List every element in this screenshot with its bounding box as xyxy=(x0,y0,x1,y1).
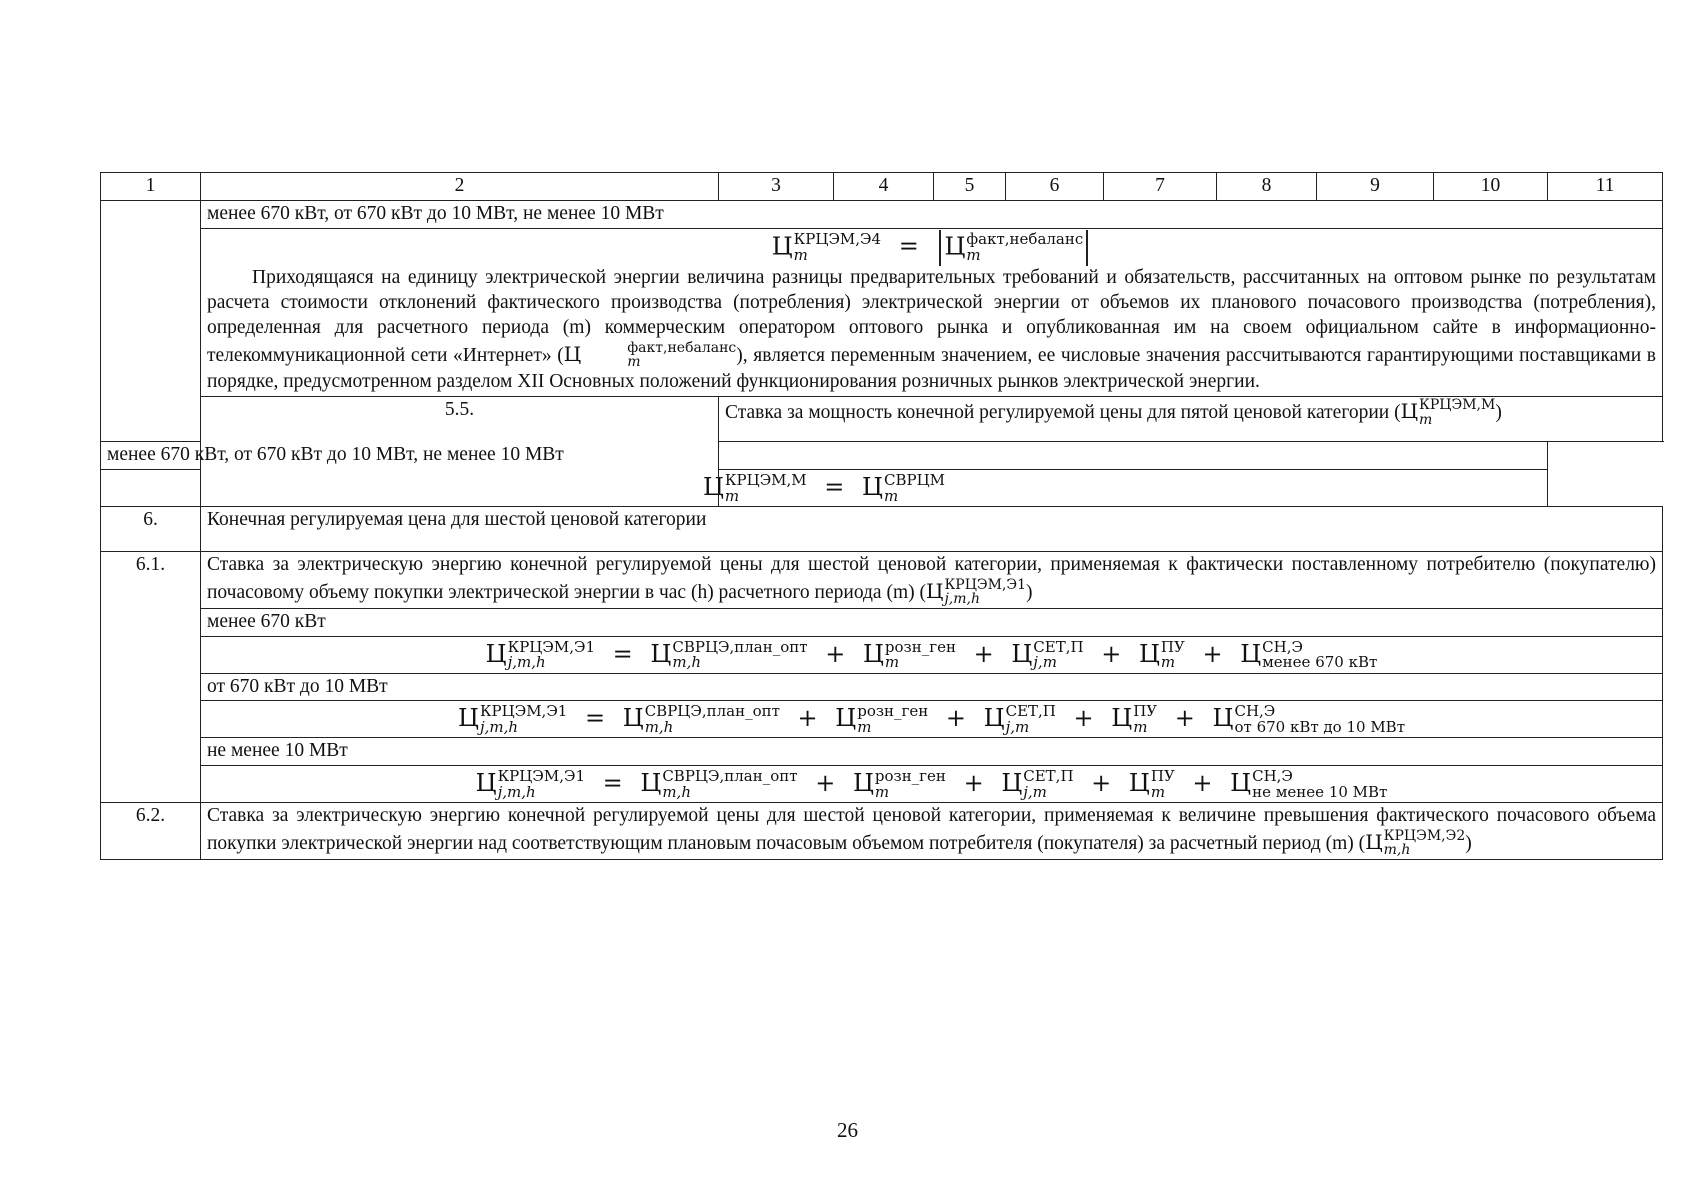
row-number: 6. xyxy=(101,506,201,551)
formula-indices xyxy=(645,704,780,736)
formula-sub: m xyxy=(1150,782,1166,801)
formula-symbol: Ц xyxy=(622,704,644,733)
e4-content-cell xyxy=(201,228,1663,396)
formula-symbol: Ц xyxy=(1240,639,1262,668)
table-row xyxy=(101,442,1663,470)
formula-operator: = xyxy=(824,473,845,502)
formula-sup: КРЦЭМ,Э1 xyxy=(497,766,585,785)
formula-symbol: Ц xyxy=(640,769,662,798)
description-text: ), является переменным значением, ее числовые значения рассчитываются гарантирующими поставщиками в порядке, предусмотренном разделом XII Основных положений функционирования розничных рынков электрической энергии. xyxy=(207,344,1656,393)
formula-symbol: Ц xyxy=(862,639,884,668)
formula-symbol: Ц xyxy=(485,639,507,668)
page-number: 26 xyxy=(837,1118,858,1142)
formula-operator: + xyxy=(1091,769,1112,798)
formula-sub: m xyxy=(857,717,872,736)
case-label: от 670 кВт до 10 МВт xyxy=(201,673,1663,701)
formula-sup: розн_ген xyxy=(884,637,956,656)
formula-indices xyxy=(724,470,807,505)
formula-sub: m,h xyxy=(662,782,691,801)
formula-sub: m xyxy=(884,653,900,672)
title-text: ) xyxy=(1495,402,1502,424)
formula-symbol: Ц xyxy=(1212,704,1234,733)
header-cell: 9 xyxy=(1317,173,1434,201)
row-number: 6.1. xyxy=(101,551,201,802)
formula-sup: СВРЦМ xyxy=(883,470,946,489)
formula-operator: + xyxy=(797,704,818,733)
formula-indices xyxy=(1419,398,1495,427)
formula-indices xyxy=(883,470,946,505)
formula-sup: факт,небаланс xyxy=(966,230,1084,249)
formula-symbol: Ц xyxy=(1011,639,1033,668)
formula-symbol: Ц xyxy=(1365,829,1383,854)
formula-indices xyxy=(857,704,928,736)
formula-sup: ПУ xyxy=(1160,637,1185,656)
formula-cell xyxy=(201,636,1663,673)
formula-sub: m xyxy=(874,782,890,801)
formula-sub: j,m xyxy=(1023,782,1047,801)
table-row xyxy=(101,766,1663,803)
formula-61-case-3 xyxy=(207,767,1656,801)
formula-operator: + xyxy=(973,639,994,668)
table-row xyxy=(101,701,1663,738)
formula-sup: СВРЦЭ,план_опт xyxy=(672,637,808,656)
title-text: Ставка за электрическую энергию конечной регулируемой цены для шестой ценовой категории, применяемая к величине превышения фактического почасового объема покупки электрической энергии над соответствующим плановым почасовым объемом потребителя (покупателя) за расчетный период (m) ( xyxy=(207,804,1656,854)
title-text: Ставка за электрическую энергию конечной регулируемой цены для шестой ценовой категории, применяемая к фактически поставленному потребителю (покупателю) почасовому объему покупки электрической энергии в час (h) расчетного периода (m) ( xyxy=(207,553,1656,603)
formula-sup: КРЦЭМ,Э1 xyxy=(944,576,1027,593)
formula-55 xyxy=(107,471,1541,505)
formula-sup: КРЦЭМ,М xyxy=(724,470,807,489)
formula-sup: КРЦЭМ,Э1 xyxy=(479,702,568,721)
row-number: 6.2. xyxy=(101,802,201,859)
formula-sub: m xyxy=(1160,653,1176,672)
formula-indices xyxy=(1150,766,1175,801)
formula-operator: + xyxy=(963,769,984,798)
formula-cell xyxy=(201,701,1663,738)
formula-indices xyxy=(582,341,736,370)
header-cell: 6 xyxy=(1006,173,1104,201)
case-label: не менее 10 МВт xyxy=(201,738,1663,766)
title-text: ) xyxy=(1026,581,1033,603)
formula-sub: j,m,h xyxy=(507,653,546,672)
formula-sup: СВРЦЭ,план_опт xyxy=(644,702,780,721)
formula-operator: + xyxy=(1202,639,1223,668)
formula-sup: ПУ xyxy=(1150,766,1175,785)
table-row xyxy=(101,802,1663,859)
formula-indices xyxy=(1160,637,1185,672)
formula-operator: + xyxy=(945,704,967,733)
formula-indices xyxy=(1023,766,1074,801)
formula-sub: не менее 10 МВт xyxy=(1252,782,1388,801)
formula-sup: КРЦЭМ,Э1 xyxy=(507,637,596,656)
header-cell: 3 xyxy=(719,173,834,201)
formula-operator: + xyxy=(1192,769,1213,798)
formula-sub: m,h xyxy=(644,717,674,736)
formula-symbol: Ц xyxy=(944,232,966,261)
ranges-label: менее 670 кВт, от 670 кВт до 10 МВт, не менее 10 МВт xyxy=(201,200,1663,228)
formula-indices xyxy=(1384,829,1466,858)
formula-operator: + xyxy=(825,639,846,668)
row-title xyxy=(719,397,1663,442)
formula-sub: от 670 кВт до 10 МВт xyxy=(1234,717,1405,736)
title-text: Ставка за мощность конечной регулируемой цены для пятой ценовой категории ( xyxy=(725,402,1401,424)
header-cell: 7 xyxy=(1104,173,1217,201)
inline-formula xyxy=(925,576,1027,608)
formula-sub: j,m,h xyxy=(479,717,519,736)
formula-sup: СН,Э xyxy=(1234,702,1276,721)
table-row xyxy=(101,506,1663,551)
formula-indices xyxy=(1006,704,1056,736)
case-label: менее 670 кВт xyxy=(201,608,1663,636)
row-title xyxy=(201,802,1663,859)
formula-symbol: Ц xyxy=(1138,639,1160,668)
formula-symbol: Ц xyxy=(1400,399,1419,424)
formula-symbol: Ц xyxy=(1128,769,1150,798)
formula-indices xyxy=(1252,766,1388,801)
header-cell: 8 xyxy=(1217,173,1317,201)
formula-symbol: Ц xyxy=(458,704,479,733)
formula-sub: m xyxy=(1133,717,1148,736)
formula-operator: + xyxy=(1101,639,1122,668)
formula-symbol: Ц xyxy=(1111,704,1133,733)
formula-61-case-2 xyxy=(207,702,1656,736)
formula-sup: СЕТ,П xyxy=(1023,766,1074,785)
formula-cell xyxy=(101,470,1548,507)
formula-sub: j,m,h xyxy=(497,782,536,801)
number-cell-empty xyxy=(101,200,201,441)
table-row xyxy=(101,636,1663,673)
formula-indices xyxy=(1133,704,1157,736)
ranges-label: менее 670 кВт, от 670 кВт до 10 МВт, не менее 10 МВт xyxy=(101,442,1548,470)
row-number: 5.5. xyxy=(201,397,719,507)
formula-sup: факт,небаланс xyxy=(627,339,737,356)
title-text: ) xyxy=(1465,832,1472,854)
formula-cell xyxy=(201,766,1663,803)
header-row xyxy=(101,173,1663,201)
table-row xyxy=(101,397,1663,442)
formula-indices xyxy=(672,637,808,672)
formula-indices xyxy=(884,637,956,672)
formula-indices xyxy=(497,766,585,801)
formula-operator: + xyxy=(815,769,836,798)
formula-sup: СЕТ,П xyxy=(1005,702,1056,721)
header-cell: 5 xyxy=(934,173,1006,201)
formula-symbol: Ц xyxy=(1230,769,1252,798)
header-cell: 11 xyxy=(1548,173,1663,201)
formula-sub: m xyxy=(1419,411,1433,428)
table-row xyxy=(101,228,1663,396)
row-title: Конечная регулируемая цена для шестой ценовой категории xyxy=(201,506,1663,551)
formula-sub: m xyxy=(966,245,981,264)
formula-61-case-1 xyxy=(207,638,1656,672)
header-cell: 4 xyxy=(834,173,934,201)
formula-symbol: Ц xyxy=(650,639,672,668)
formula-symbol: Ц xyxy=(563,341,582,366)
header-cell: 1 xyxy=(101,173,201,201)
formula-sup: розн_ген xyxy=(874,766,946,785)
formula-operator: = xyxy=(602,769,623,798)
formula-sup: розн_ген xyxy=(857,702,929,721)
header-cell: 10 xyxy=(1434,173,1548,201)
abs-bar-right xyxy=(1086,230,1088,266)
inline-formula xyxy=(563,339,737,371)
formula-symbol: Ц xyxy=(852,769,874,798)
formula-sub: m xyxy=(724,486,740,505)
formula-symbol: Ц xyxy=(983,704,1005,733)
header-cell: 2 xyxy=(201,173,719,201)
formula-symbol: Ц xyxy=(925,578,944,603)
formula-sup: КРЦЭМ,Э4 xyxy=(793,230,882,249)
table-row xyxy=(101,738,1663,766)
formula-indices xyxy=(507,637,596,672)
formula-sup: СВРЦЭ,план_опт xyxy=(662,766,798,785)
row-title xyxy=(201,551,1663,608)
formula-sub: j,m xyxy=(1005,717,1030,736)
formula-indices xyxy=(1262,637,1378,672)
formula-indices xyxy=(966,232,1083,264)
formula-indices xyxy=(1033,637,1084,672)
abs-bar-left xyxy=(939,230,941,266)
formula-sub: m,h xyxy=(672,653,702,672)
formula-operator: = xyxy=(612,639,633,668)
formula-operator: = xyxy=(585,704,606,733)
formula-symbol: Ц xyxy=(835,704,857,733)
formula-indices xyxy=(874,766,946,801)
formula-e4 xyxy=(207,230,1656,266)
description-text: Приходящаяся на единицу электрической энергии величина разницы предварительных требований и обязательств, рассчитанных на оптовом рынке по результатам расчета стоимости отклонений фактического производства (потребления) электрической энергии от объемов их планового почасового производства (потребления), определенная для расчетного периода (m) коммерческим оператором оптового рынка и опубликованная им на своем официальном сайте в информационно-телекоммуникационной сети «Интернет» ( xyxy=(207,266,1656,366)
formula-symbol: Ц xyxy=(702,473,724,502)
formula-sup: СЕТ,П xyxy=(1033,637,1084,656)
formula-sup: СН,Э xyxy=(1252,766,1293,785)
formula-sup: КРЦЭМ,Э2 xyxy=(1383,827,1466,844)
formula-indices xyxy=(944,578,1026,607)
formula-sub: m,h xyxy=(1383,842,1411,859)
inline-formula xyxy=(1365,827,1466,859)
formula-sub: менее 670 кВт xyxy=(1262,653,1378,672)
formula-operator: + xyxy=(1174,704,1195,733)
formula-indices xyxy=(662,766,798,801)
formula-sub: m xyxy=(883,486,899,505)
formula-sup: СН,Э xyxy=(1262,637,1303,656)
formula-sup: КРЦЭМ,М xyxy=(1419,397,1496,414)
table-row xyxy=(101,470,1663,507)
tariff-table xyxy=(100,172,1663,860)
formula-operator: = xyxy=(898,232,919,261)
formula-sub: m xyxy=(793,245,808,264)
table-row xyxy=(101,673,1663,701)
inline-formula xyxy=(1400,397,1496,428)
formula-sub: j,m xyxy=(1033,653,1057,672)
formula-sub: m xyxy=(627,354,641,371)
table-row xyxy=(101,200,1663,228)
formula-symbol: Ц xyxy=(1001,769,1023,798)
formula-symbol: Ц xyxy=(475,769,497,798)
formula-operator: + xyxy=(1073,704,1094,733)
formula-sub: j,m,h xyxy=(944,591,980,608)
table-row xyxy=(101,551,1663,608)
formula-indices xyxy=(794,232,881,264)
formula-symbol: Ц xyxy=(771,232,793,261)
formula-indices xyxy=(1234,704,1405,736)
formula-sup: ПУ xyxy=(1133,702,1158,721)
table-row xyxy=(101,608,1663,636)
e4-description xyxy=(207,266,1656,395)
formula-indices xyxy=(480,704,567,736)
formula-symbol: Ц xyxy=(862,473,883,502)
